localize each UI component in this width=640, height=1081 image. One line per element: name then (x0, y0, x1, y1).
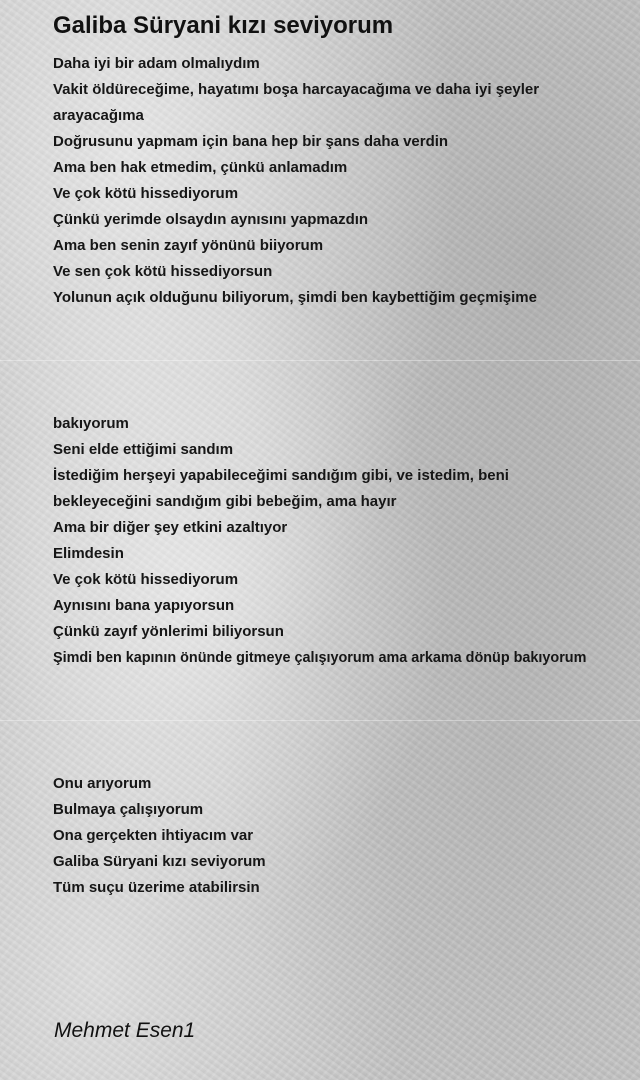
stanza-2 (53, 411, 586, 671)
poem-line: Seni elde ettiğimi sandım (53, 441, 234, 458)
poem-line: Aynısını bana yapıyorsun (53, 597, 235, 614)
poem-line: Ve çok kötü hissediyorum (53, 571, 239, 588)
poem-line: Ve çok kötü hissediyorum (53, 185, 239, 202)
poem-line: Ama ben senin zayıf yönünü biiyorum (53, 237, 324, 254)
poem-author: Mehmet Esen1 (54, 1019, 196, 1042)
poem-line: arayacağıma (53, 107, 144, 124)
poem-line: Bulmaya çalışıyorum (53, 801, 204, 818)
poem-line: Çünkü zayıf yönlerimi biliyorsun (53, 623, 284, 640)
poem-line: Elimdesin (53, 545, 124, 562)
poem-line: Yolunun açık olduğunu biliyorum, şimdi ben kaybettiğim geçmişime (53, 289, 537, 306)
poem-line: Vakit öldüreceğime, hayatımı boşa harcayacağıma ve daha iyi şeyler (53, 81, 540, 98)
poem-line: Ve sen çok kötü hissediyorsun (53, 263, 273, 280)
poem-line: Tüm suçu üzerime atabilirsin (53, 879, 260, 896)
poem-line: Onu arıyorum (53, 775, 152, 792)
poem-title: Galiba Süryani kızı seviyorum (53, 12, 394, 39)
poem-line: Çünkü yerimde olsaydın aynısını yapmazdın (53, 211, 369, 228)
poem-line: bekleyeceğini sandığım gibi bebeğim, ama hayır (53, 493, 397, 510)
stanza-3 (53, 771, 266, 901)
poem-line: Şimdi ben kapının önünde gitmeye çalışıyorum ama arkama dönüp bakıyorum (53, 650, 587, 666)
stanza-1 (53, 51, 539, 311)
poem-line: Ona gerçekten ihtiyacım var (53, 827, 254, 844)
poem-line: İstediğim herşeyi yapabileceğimi sandığım gibi, ve istedim, beni (53, 467, 509, 484)
poem-line: Galiba Süryani kızı seviyorum (53, 853, 266, 870)
poem-line: Ama ben hak etmedim, çünkü anlamadım (53, 159, 348, 176)
poem-line: bakıyorum (53, 415, 129, 432)
poem-line: Daha iyi bir adam olmalıydım (53, 55, 260, 72)
poem-line: Doğrusunu yapmam için bana hep bir şans daha verdin (53, 133, 449, 150)
poem-line: Ama bir diğer şey etkini azaltıyor (53, 519, 288, 536)
